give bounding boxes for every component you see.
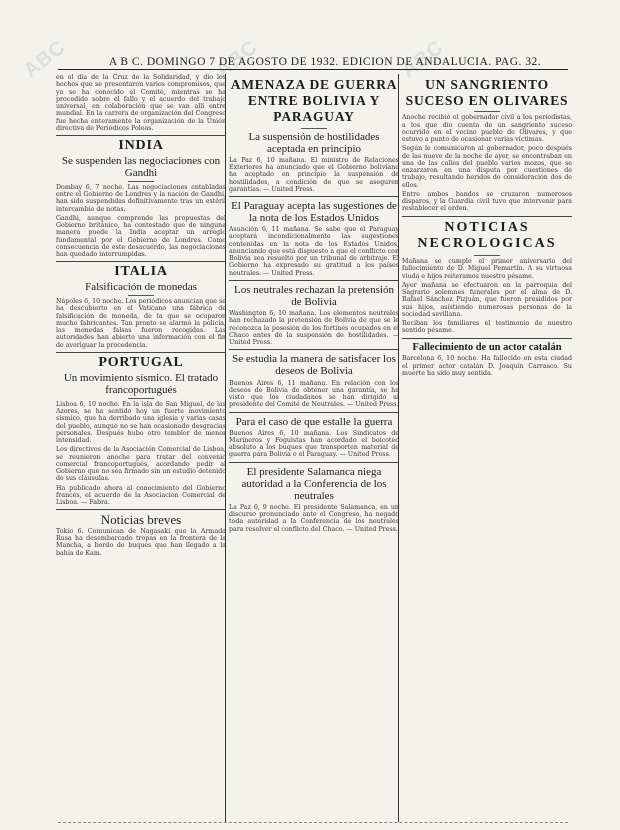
- article-satisfacer: [229, 353, 399, 408]
- article-body: Ha publicado ahora al conocimiento del Gobierno francés, el acuerdo de la Asociación Comercial de Lisboa. — Fabra.: [56, 484, 226, 507]
- article-amenaza: [229, 77, 399, 193]
- headline-amenaza-guerra: AMENAZA DE GUERRA ENTRE BOLIVIA Y PARAGUAY: [230, 77, 398, 125]
- watermark-stamp: ABC: [397, 36, 448, 83]
- article-body: La Paz 6, 10 mañana. El ministro de Relaciones Exteriores ha anunciado que el Gobierno boliviano ha aceptado en principio la suspensión de hostilidades, a condición de que se aseguren garantías. — United Press.: [229, 156, 399, 193]
- article-body: Reciban los familiares el testimonio de nuestro sentido pésame.: [402, 320, 572, 335]
- subhead-satisfacer: Se estudia la manera de satisfacer los deseos de Bolivia: [232, 353, 396, 378]
- headline-sangriento-suceso: UN SANGRIENTO SUCESO EN OLIVARES: [405, 77, 569, 109]
- article-body: Gandhi, aunque comprende las propuestas del Gobierno británico, ha contestado que de ninguna manera puede la India aceptar un arreglo fundamental por el Gobierno de Londres. Como consecuencia de este desacuerdo, las negociaciones han quedado interrumpidas.: [56, 214, 226, 259]
- article-body: Nápoles 6, 10 noche. Los periódicos anuncian que se ha descubierto en el Vaticano una fábrica de falsificación de moneda, de la que se ocuparon mucho fabricantes. Tan pronto se alarmó la policía, las monedas falsas fueron recogidas. Las autoridades han abierto una información con el fin de averiguar la procedencia.: [56, 298, 226, 349]
- article-body: Lisboa 6, 10 noche. En la isla de San Miguel, de las Azores, se ha sentido hoy un fuerte movimiento sísmico, que ha derribado una iglesia y varias casas del pueblo, aunque no se han ocasionado desgracias personales. Después hubo otro temblor de menor intensidad.: [56, 400, 226, 445]
- article-body: Tokio 6. Comunican de Nagasaki que la Armada Rusa ha desembarcado tropas en la frontera de la Mancha, a bordo de buques que han llegado a la bahía de Kam.: [56, 527, 226, 557]
- subhead-neutrales: Los neutrales rechazan la pretensión de Bolivia: [233, 283, 395, 309]
- article-body: Buenos Aires 6, 11 mañana. En relación con los deseos de Bolivia de obtener una garantía, se ha visto que los ciudadanos se han dirigido al presidente del Comité de Neutrales. — United Press.: [229, 379, 399, 409]
- article-sangriento: [402, 77, 572, 213]
- separator: [56, 261, 226, 262]
- subhead-suspension: La suspensión de hostilidades aceptada en principio: [248, 130, 380, 155]
- lead-article-text: en el día de la Cruz de la Solidaridad, y dio los hechos que se presentaron varios compromisos, que ya se ha conocido el Comité, mientras se ha procedido sobre el fallo y el acuerdo del trabajo universal, en colaboración que se van allí entre mundial. En la carrera de organización del Congreso fue hecha enteramente la organización de la Unión directiva de Periódicos Poleas.: [56, 74, 226, 132]
- article-noticias-breves: [56, 513, 226, 557]
- article-body: Asunción 6, 11 mañana. Se sabe que el Paraguay aceptará incondicionalmente las sugestiones contenidas en la nota de los Estados Unidos, anunciando que está dispuesto a que el conflicto con Bolivia sea resuelto por un tribunal de arbitraje. El Gobierno ha expresado su gratitud a los países neutrales. — United Press.: [229, 226, 399, 277]
- section-title-italia: ITALIA: [114, 264, 168, 280]
- article-body: Anoche recibió el gobernador civil a los periodistas, a los que dio cuenta de un sangriento suceso ocurrido en el vecino pueblo de Olivares, y que estuvo a punto de ocasionar varias víctimas.: [402, 114, 572, 144]
- short-rule: [301, 128, 327, 129]
- article-body: Barcelona 6, 10 noche. Ha fallecido en esta ciudad el primer actor catalán D. Joaquín Carrasco. Su muerte ha sido muy sentida.: [402, 355, 572, 377]
- short-rule: [474, 255, 500, 256]
- separator: [229, 412, 399, 413]
- article-italia: [56, 265, 226, 349]
- article-india: [56, 139, 226, 258]
- article-portugal: [56, 356, 226, 506]
- separator: [402, 216, 572, 217]
- headline-necrologicas: NOTICIAS NECROLOGICAS: [417, 219, 557, 252]
- separator: [56, 509, 226, 510]
- column-right: [402, 74, 572, 379]
- subhead-paraguay: El Paraguay acepta las sugestiones de la nota de los Estados Unidos: [231, 200, 397, 225]
- headline-sismico: Un movimiento sísmico. El tratado francoportugués: [63, 371, 219, 396]
- article-body: Según le comunicaron al gobernador, poco después de las nueve de la noche de ayer, se encontraban en una de las calles del pueblo varios mozos, que se enzarzaron en una disputa por cuestiones de trabajo, resultando heridos de consideración dos de ellos.: [402, 145, 572, 189]
- masthead: A B C. DOMINGO 7 DE AGOSTO DE 1932. EDICION DE ANDALUCIA. PAG. 32.: [108, 56, 542, 68]
- separator: [56, 135, 226, 136]
- article-body: Mañana se cumple el primer aniversario del fallecimiento de D. Miguel Pemartín. A su virtuosa viuda e hijos reiteramos nuestro pésame.: [402, 258, 572, 280]
- article-body: Buenos Aires 6, 10 mañana. Los Sindicatos de Marineros y Foguistas han acordado el boicoteo absoluto a los buques que transporten material de guerra para Bolivia o el Paraguay. — United Press.: [229, 429, 399, 459]
- short-rule: [128, 181, 154, 182]
- article-paraguay: [229, 200, 399, 277]
- article-body: Ayer mañana se efectuaron en la parroquia del Sagrario solemnes funerales por el alma de D. Rafael Sánchez Pizjuán, que fueron presididos por sus hijos, asistiendo numerosas personas de la sociedad sevillana.: [402, 281, 572, 318]
- short-rule: [474, 111, 500, 112]
- subhead-guerra: Para el caso de que estalle la guerra: [235, 415, 393, 428]
- separator: [229, 462, 399, 463]
- column-middle: [229, 74, 399, 535]
- separator: [402, 338, 572, 339]
- article-neutrales: [229, 284, 399, 346]
- masthead-rule: [58, 69, 568, 70]
- separator: [229, 196, 399, 197]
- article-body: La Paz 6, 9 noche. El presidente Salamanca, en un discurso pronunciado ante el Congreso, ha negado toda autoridad a la Conferencia de los neutrales para resolver el conflicto del Chaco. — United Press.: [229, 503, 399, 533]
- separator: [229, 280, 399, 281]
- article-necrologicas: [402, 220, 572, 335]
- separator: [56, 352, 226, 353]
- bottom-edge: [58, 822, 568, 824]
- article-salamanca: [229, 466, 399, 533]
- headline-monedas: Falsificación de monedas: [85, 281, 197, 294]
- separator: [229, 349, 399, 350]
- short-rule: [128, 295, 154, 296]
- short-rule: [128, 398, 154, 399]
- subhead-actor-catalan: Fallecimiento de un actor catalán: [412, 341, 562, 353]
- article-body: Los directivos de la Asociación Comercial de Lisboa, se reunieron anoche para tratar del convenio comercial francoportugués, acordando pedir al Gobierno que no sea firmado sin un estudio detenido de sus cláusulas.: [56, 446, 226, 483]
- watermark-stamp: ABC: [211, 36, 262, 83]
- subhead-salamanca: El presidente Salamanca niega autoridad a la Conferencia de los neutrales: [241, 465, 387, 502]
- article-body: Dombay 6, 7 noche. Las negociaciones entabladas entre el Gobierno de Londres y la nación de Gandhi, han sido suspendidas definitivamente tras un estéril intercambio de notas.: [56, 183, 226, 213]
- section-title-noticias-breves: Noticias breves: [100, 512, 182, 528]
- article-guerra: [229, 416, 399, 459]
- article-body: Washington 6, 10 mañana. Los elementos neutrales han rechazado la pretensión de Bolivia de que se le reconozca la posesión de los fortines ocupados en el Chaco antes de la suspensión de hostilidades. — United Press.: [229, 310, 399, 347]
- headline-gandhi: Se suspenden las negociaciones con Gandhi: [61, 154, 221, 179]
- article-body: Entre ambos bandos se cruzaron numerosos disparos, y la Guardia civil tuvo que intervenir para restablecer el orden.: [402, 190, 572, 213]
- watermark-stamp: ABC: [19, 36, 70, 83]
- section-title-india: INDIA: [118, 138, 164, 153]
- article-actor: [402, 342, 572, 377]
- section-title-portugal: PORTUGAL: [98, 354, 184, 370]
- column-left: [56, 74, 226, 559]
